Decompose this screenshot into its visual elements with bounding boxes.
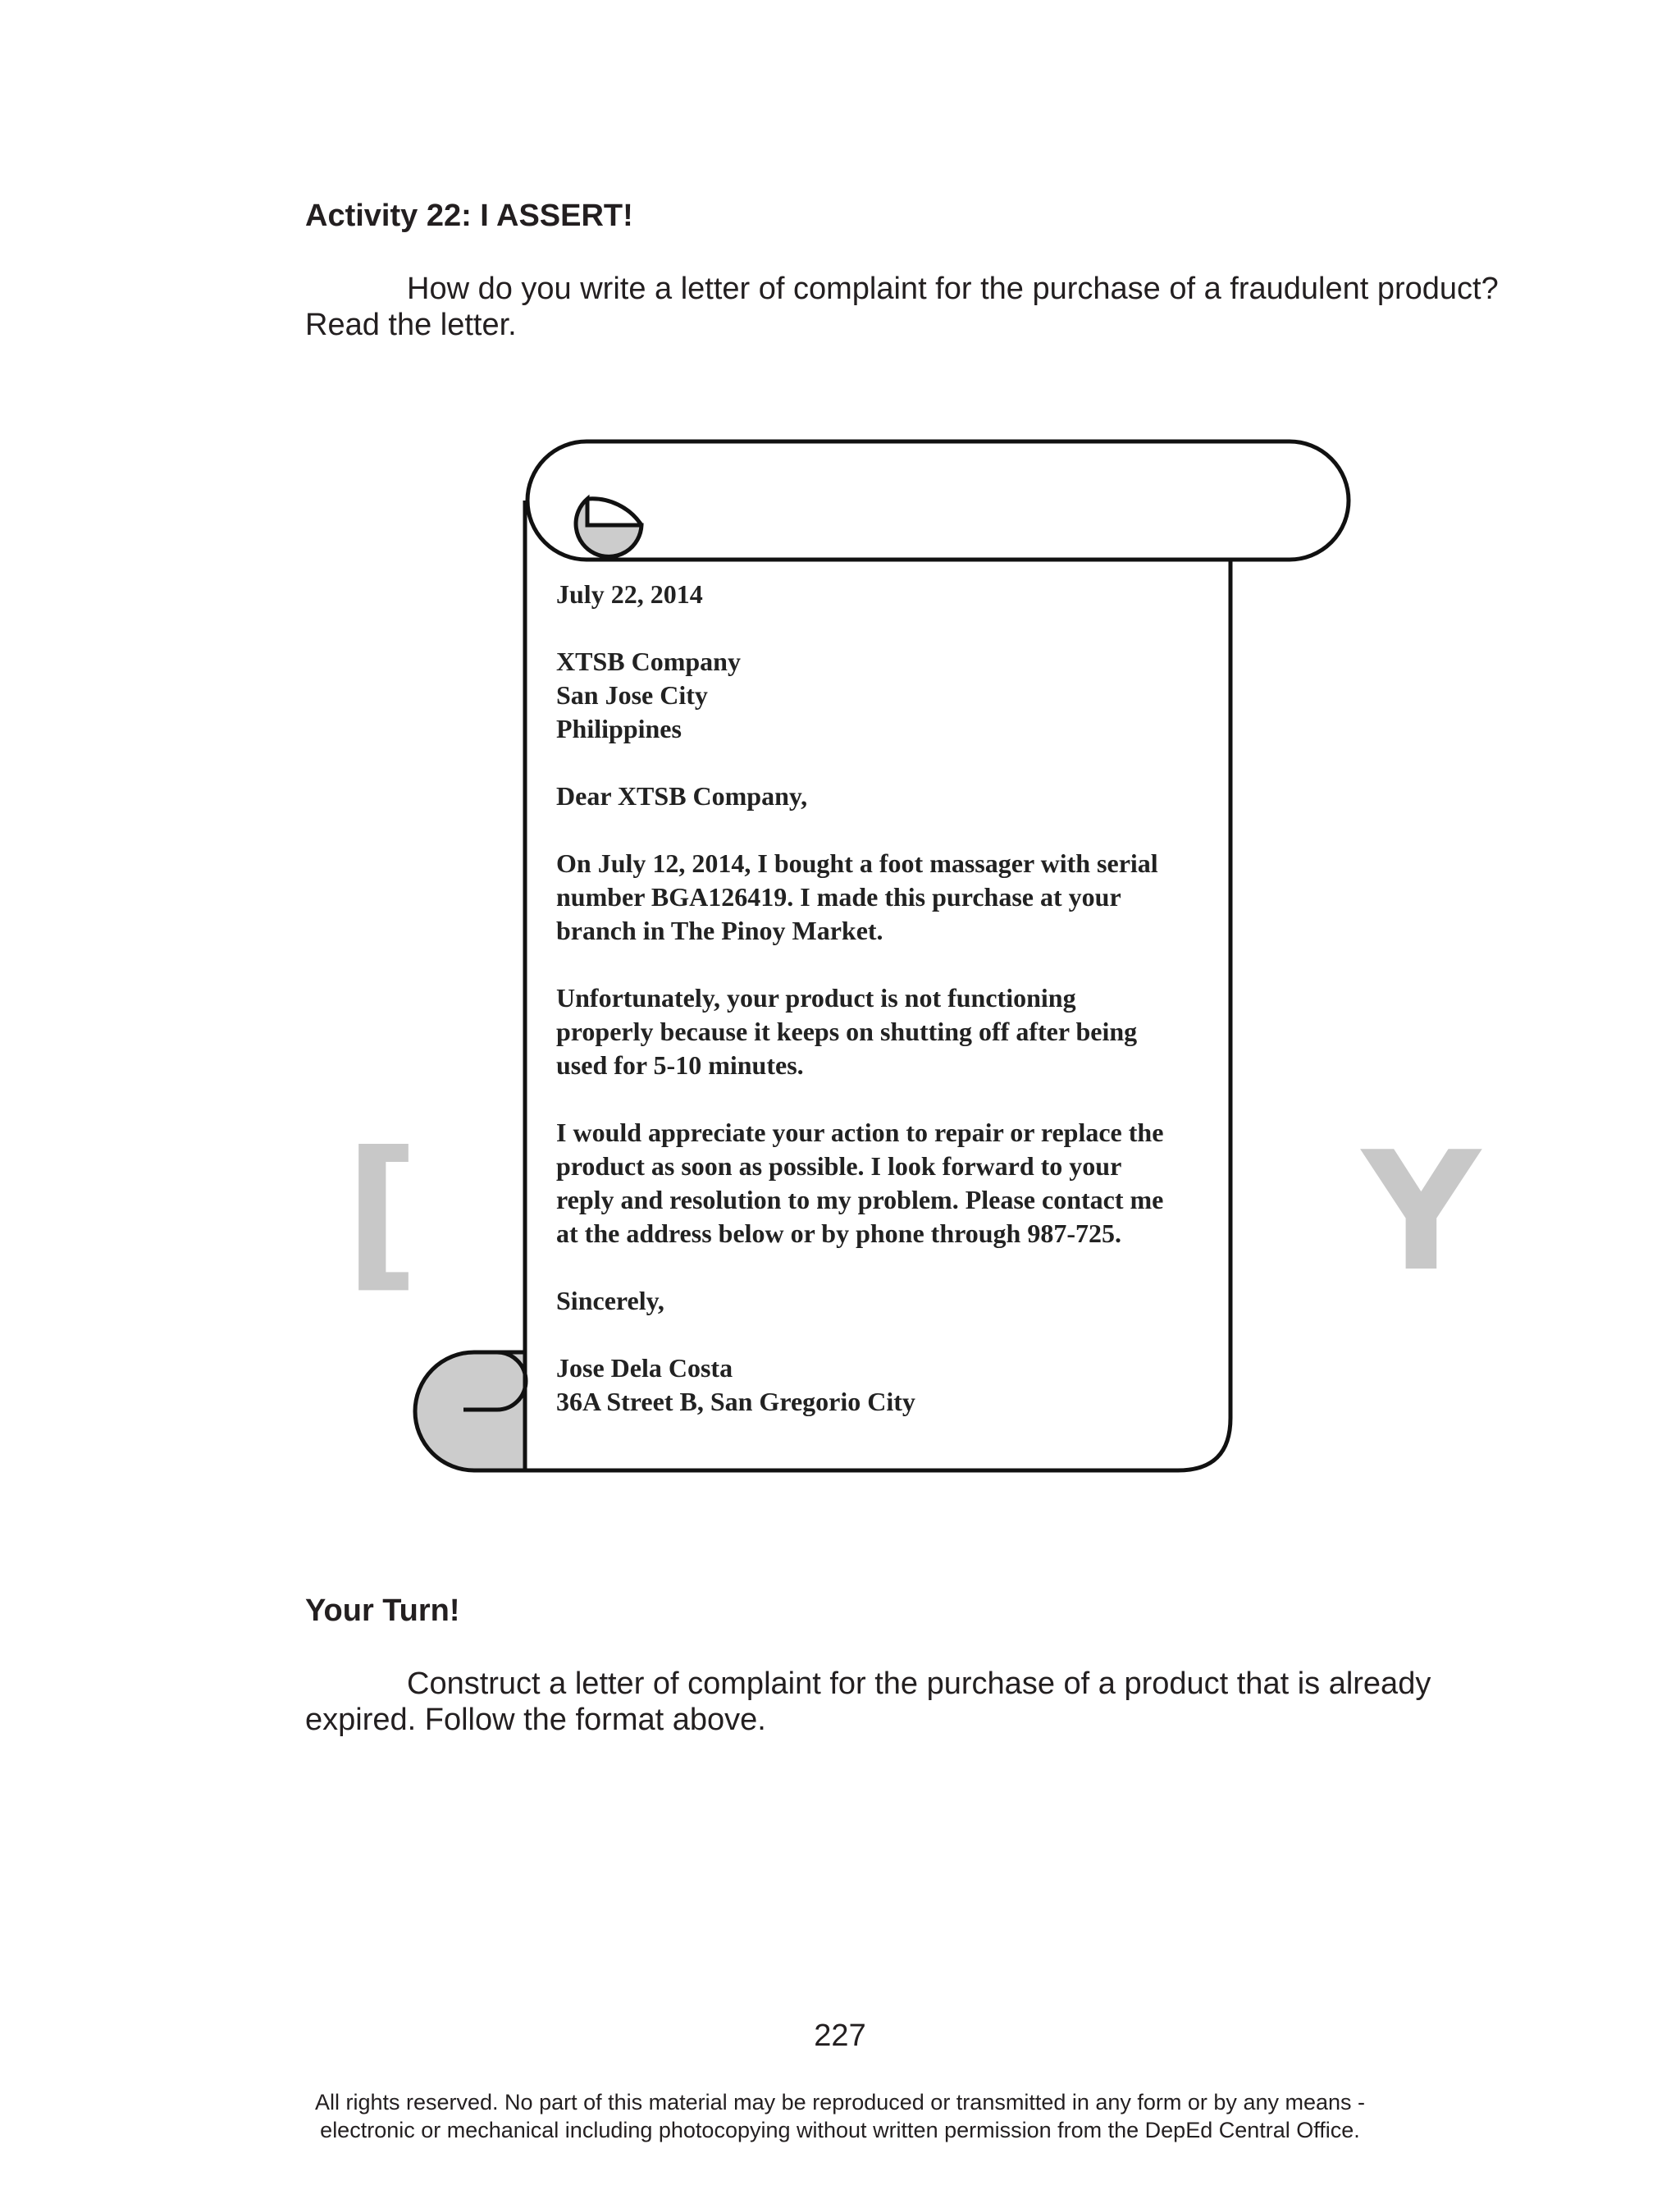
letter-line: Unfortunately, your product is not functioning xyxy=(556,983,1076,1013)
letter-line: branch in The Pinoy Market. xyxy=(556,916,883,945)
letter-line: number BGA126419. I made this purchase at your xyxy=(556,882,1121,912)
sender-address: 36A Street B, San Gregorio City xyxy=(556,1387,915,1416)
your-turn-prompt-line1: Construct a letter of complaint for the purchase of a product that is already xyxy=(407,1667,1431,1701)
letter-date: July 22, 2014 xyxy=(556,579,703,609)
letter-line: reply and resolution to my problem. Please contact me xyxy=(556,1185,1164,1214)
letter-line: On July 12, 2014, I bought a foot massager with serial xyxy=(556,848,1158,878)
letter-line: properly because it keeps on shutting off after being xyxy=(556,1017,1138,1046)
copyright-footer xyxy=(0,2088,1680,2144)
activity-prompt-line2: Read the letter. xyxy=(305,308,517,342)
your-turn-prompt-line2: expired. Follow the format above. xyxy=(305,1703,766,1737)
recipient-line: San Jose City xyxy=(556,680,708,710)
letter-paragraph-1 xyxy=(556,847,1237,948)
watermark-left: [ xyxy=(345,1117,420,1308)
letter-paragraph-3 xyxy=(556,1116,1237,1250)
sender-name: Jose Dela Costa xyxy=(556,1353,733,1383)
your-turn-prompt xyxy=(305,1666,1650,1738)
page-number: 227 xyxy=(814,2019,866,2053)
letter-line: used for 5-10 minutes. xyxy=(556,1050,804,1080)
scroll-top-roll xyxy=(527,441,1349,560)
letter-recipient xyxy=(556,645,1237,746)
footer-line1: All rights reserved. No part of this material may be reproduced or transmitted in any form or by any means - xyxy=(314,2090,1366,2115)
letter-line: I would appreciate your action to repair or replace the xyxy=(556,1118,1164,1147)
letter-closing: Sincerely, xyxy=(556,1286,664,1315)
letter-signature xyxy=(556,1351,1237,1419)
activity-prompt-line1: How do you write a letter of complaint for the purchase of a fraudulent product? xyxy=(407,272,1499,306)
complaint-letter xyxy=(556,578,1237,1452)
your-turn-title: Your Turn! xyxy=(305,1593,460,1628)
recipient-line: XTSB Company xyxy=(556,647,741,676)
activity-title: Activity 22: I ASSERT! xyxy=(305,199,633,233)
letter-salutation: Dear XTSB Company, xyxy=(556,781,808,811)
watermark-right: Y xyxy=(1362,1117,1481,1308)
recipient-line: Philippines xyxy=(556,714,682,743)
footer-line2: electronic or mechanical including photocopying without written permission from the DepEd Central Office. xyxy=(320,2118,1360,2142)
letter-line: at the address below or by phone through 987-725. xyxy=(556,1218,1121,1248)
letter-line: product as soon as possible. I look forward to your xyxy=(556,1151,1122,1181)
letter-paragraph-2 xyxy=(556,981,1237,1082)
